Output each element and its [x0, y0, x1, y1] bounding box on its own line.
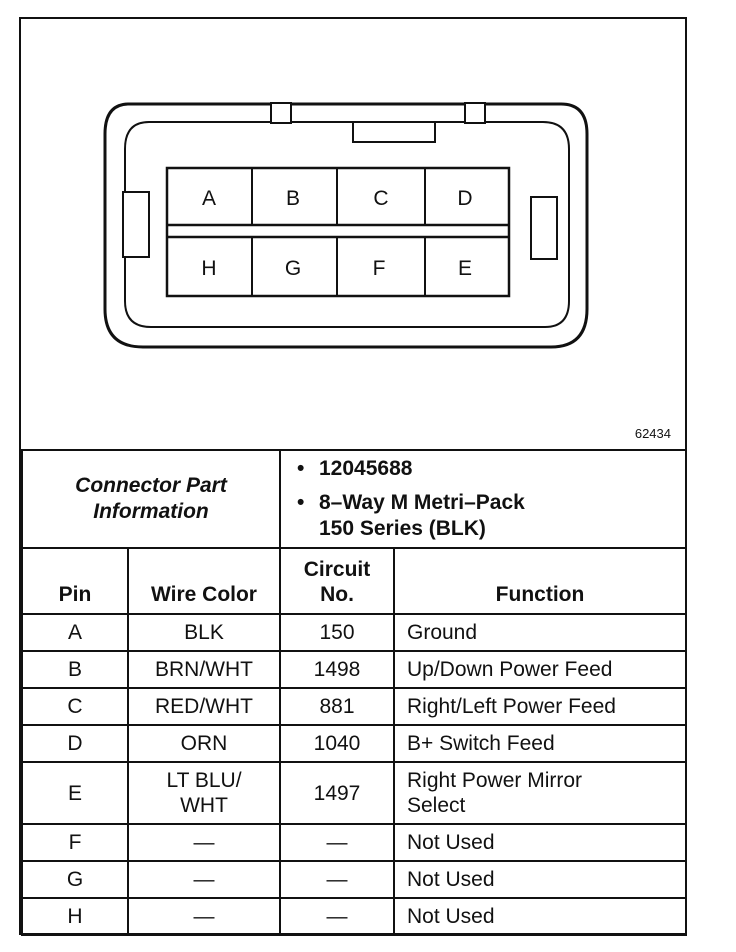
function-cell: Right Power Mirror Select — [394, 762, 686, 824]
function-cell: Not Used — [394, 861, 686, 898]
circuit-cell: 1040 — [280, 725, 394, 762]
part-info-values: • 12045688 • 8–Way M Metri–Pack 150 Series (BLK) — [280, 450, 686, 548]
table-row — [22, 861, 686, 898]
table-row — [22, 725, 686, 762]
table-row — [22, 688, 686, 725]
header-wire-color: Wire Color — [128, 548, 280, 614]
table-row — [22, 824, 686, 861]
cavity-label-e: E — [457, 257, 473, 280]
cavity-label-f: F — [372, 257, 386, 280]
connector-type: 8–Way M Metri–Pack — [319, 491, 525, 514]
top-latch-left — [271, 103, 291, 123]
pin-cell: D — [22, 725, 128, 762]
function-cell: Not Used — [394, 898, 686, 935]
cavity-label-c: C — [373, 187, 389, 210]
connector-series: 150 Series (BLK) — [319, 517, 486, 540]
side-tab-left — [123, 192, 149, 257]
wire-color-cell: ORN — [128, 725, 280, 762]
table-row — [22, 651, 686, 688]
connector-sheet — [19, 17, 687, 935]
function-cell: Up/Down Power Feed — [394, 651, 686, 688]
pin-cell: G — [22, 861, 128, 898]
table-row — [22, 614, 686, 651]
circuit-cell: — — [280, 898, 394, 935]
circuit-cell: 1498 — [280, 651, 394, 688]
function-cell: Not Used — [394, 824, 686, 861]
part-info-label: Connector Part Information — [22, 450, 280, 548]
side-tab-right — [531, 197, 557, 259]
circuit-cell: — — [280, 861, 394, 898]
circuit-cell: — — [280, 824, 394, 861]
pin-cell: H — [22, 898, 128, 935]
top-latch-right — [465, 103, 485, 123]
circuit-cell: 1497 — [280, 762, 394, 824]
pinout-table — [21, 449, 687, 936]
function-cell: Right/Left Power Feed — [394, 688, 686, 725]
function-cell: Ground — [394, 614, 686, 651]
pin-cell: F — [22, 824, 128, 861]
wire-color-cell: RED/WHT — [128, 688, 280, 725]
connector-face-diagram — [21, 19, 685, 449]
wire-color-cell: BLK — [128, 614, 280, 651]
figure-number: 62434 — [634, 426, 671, 441]
circuit-cell: 881 — [280, 688, 394, 725]
part-info-row — [22, 450, 686, 548]
function-cell: B+ Switch Feed — [394, 725, 686, 762]
cavity-label-h: H — [201, 257, 217, 280]
cavity-label-d: D — [457, 187, 473, 210]
header-row — [22, 548, 686, 614]
wire-color-cell: — — [128, 898, 280, 935]
wire-color-cell: LT BLU/ WHT — [128, 762, 280, 824]
wire-color-cell: BRN/WHT — [128, 651, 280, 688]
pin-cell: E — [22, 762, 128, 824]
part-number: 12045688 — [319, 457, 413, 480]
circuit-cell: 150 — [280, 614, 394, 651]
cavity-label-a: A — [201, 187, 217, 210]
header-circuit: Circuit No. — [280, 548, 394, 614]
header-pin: Pin — [22, 548, 128, 614]
cavity-label-g: G — [284, 257, 302, 280]
pin-cell: A — [22, 614, 128, 651]
pin-cell: B — [22, 651, 128, 688]
header-function: Function — [394, 548, 686, 614]
table-row — [22, 898, 686, 935]
wire-color-cell: — — [128, 861, 280, 898]
cavity-label-b: B — [285, 187, 301, 210]
wire-color-cell: — — [128, 824, 280, 861]
table-row — [22, 762, 686, 824]
center-key — [353, 122, 435, 142]
pin-cell: C — [22, 688, 128, 725]
